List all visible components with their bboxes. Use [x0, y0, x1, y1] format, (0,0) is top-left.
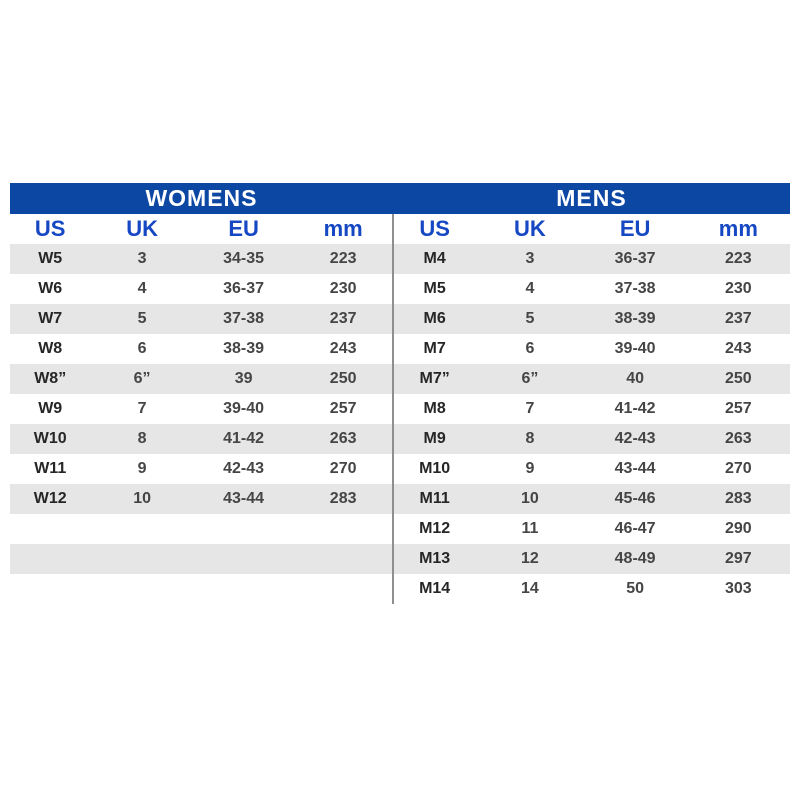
table-row	[10, 364, 790, 394]
cell-uk: 5	[525, 310, 535, 327]
cell-uk: 9	[525, 460, 535, 477]
cell-mm: 263	[329, 430, 357, 447]
cell-eu: 45-46	[614, 490, 656, 507]
cell-eu: 42-43	[223, 460, 265, 477]
womens-col-mm: mm	[323, 216, 363, 241]
table-row	[10, 574, 790, 604]
cell-us: M4	[423, 250, 446, 267]
cell-eu: 50	[626, 580, 645, 597]
cell-eu: 34-35	[223, 250, 265, 267]
cell-mm: 257	[724, 400, 752, 417]
mens-row-cells	[393, 544, 790, 574]
cell-uk: 6”	[521, 370, 539, 387]
table-row	[10, 544, 790, 574]
cell-uk: 10	[521, 490, 539, 507]
mens-row-cells	[393, 574, 790, 604]
mens-row-cells	[393, 274, 790, 304]
cell-us: M7”	[419, 370, 450, 387]
womens-row-cells	[10, 574, 393, 604]
cell-us: M14	[419, 580, 451, 597]
table-row	[10, 244, 790, 274]
cell-eu: 40	[626, 370, 645, 387]
cell-uk: 7	[525, 400, 535, 417]
mens-row-cells	[393, 364, 790, 394]
table-row	[10, 334, 790, 364]
cell-uk: 14	[521, 580, 539, 597]
cell-mm: 303	[724, 580, 752, 597]
womens-row-cells	[10, 304, 393, 334]
section-divider-line	[392, 214, 394, 604]
table-row	[10, 484, 790, 514]
cell-uk: 3	[137, 250, 147, 267]
cell-uk: 4	[525, 280, 535, 297]
cell-mm: 257	[329, 400, 357, 417]
cell-uk: 8	[137, 430, 147, 447]
cell-mm: 237	[329, 310, 357, 327]
cell-us: W9	[38, 400, 63, 417]
cell-us: W12	[33, 490, 67, 507]
cell-uk: 11	[521, 520, 539, 537]
cell-us: M7	[423, 340, 446, 357]
cell-mm: 223	[724, 250, 752, 267]
cell-us: W10	[33, 430, 67, 447]
womens-col-eu: EU	[228, 216, 259, 241]
womens-row-cells	[10, 484, 393, 514]
cell-us: M6	[423, 310, 446, 327]
cell-us: M8	[423, 400, 446, 417]
table-body	[10, 244, 790, 604]
womens-row-cells	[10, 244, 393, 274]
cell-uk: 12	[521, 550, 539, 567]
cell-us: M12	[419, 520, 451, 537]
cell-eu: 43-44	[223, 490, 265, 507]
mens-row-cells	[393, 454, 790, 484]
womens-row-cells	[10, 274, 393, 304]
cell-uk: 9	[137, 460, 147, 477]
mens-row-cells	[393, 244, 790, 274]
cell-mm: 223	[329, 250, 357, 267]
womens-row-cells	[10, 424, 393, 454]
cell-mm: 270	[724, 460, 752, 477]
mens-row-cells	[393, 304, 790, 334]
cell-eu: 43-44	[614, 460, 656, 477]
cell-uk: 5	[137, 310, 147, 327]
cell-us: M13	[419, 550, 451, 567]
mens-row-cells	[393, 514, 790, 544]
mens-row-cells	[393, 424, 790, 454]
cell-mm: 263	[724, 430, 752, 447]
cell-uk: 6	[525, 340, 535, 357]
cell-mm: 243	[724, 340, 752, 357]
cell-uk: 4	[137, 280, 147, 297]
cell-eu: 36-37	[614, 250, 656, 267]
womens-column-headers	[10, 214, 393, 244]
cell-eu: 38-39	[614, 310, 656, 327]
mens-row-cells	[393, 334, 790, 364]
mens-row-cells	[393, 484, 790, 514]
cell-mm: 230	[724, 280, 752, 297]
womens-row-cells	[10, 514, 393, 544]
table-row	[10, 454, 790, 484]
cell-mm: 270	[329, 460, 357, 477]
cell-us: W6	[38, 280, 63, 297]
cell-mm: 230	[329, 280, 357, 297]
cell-us: M10	[419, 460, 451, 477]
cell-mm: 290	[724, 520, 752, 537]
column-header-row	[10, 214, 790, 244]
mens-col-us: US	[419, 216, 450, 241]
cell-mm: 250	[329, 370, 357, 387]
womens-row-cells	[10, 334, 393, 364]
cell-eu: 41-42	[614, 400, 656, 417]
cell-uk: 10	[133, 490, 152, 507]
womens-row-cells	[10, 454, 393, 484]
cell-uk: 6”	[133, 370, 151, 387]
cell-eu: 36-37	[223, 280, 265, 297]
cell-us: M5	[423, 280, 446, 297]
cell-eu: 37-38	[223, 310, 265, 327]
mens-row-cells	[393, 394, 790, 424]
cell-mm: 243	[329, 340, 357, 357]
cell-us: W5	[38, 250, 63, 267]
cell-eu: 42-43	[614, 430, 656, 447]
cell-uk: 3	[525, 250, 535, 267]
womens-col-uk: UK	[126, 216, 158, 241]
table-row	[10, 424, 790, 454]
cell-mm: 283	[724, 490, 752, 507]
cell-uk: 6	[137, 340, 147, 357]
mens-col-mm: mm	[718, 216, 758, 241]
cell-uk: 7	[137, 400, 147, 417]
mens-column-headers	[393, 214, 790, 244]
size-conversion-table	[10, 183, 790, 604]
cell-us: W8	[38, 340, 63, 357]
cell-us: W7	[38, 310, 63, 327]
womens-row-cells	[10, 544, 393, 574]
table-row	[10, 274, 790, 304]
cell-mm: 297	[724, 550, 752, 567]
womens-col-us: US	[34, 216, 66, 241]
mens-col-eu: EU	[619, 216, 651, 241]
cell-eu: 37-38	[614, 280, 656, 297]
cell-mm: 283	[329, 490, 357, 507]
table-banner	[10, 183, 790, 214]
cell-us: W8”	[34, 370, 67, 387]
womens-row-cells	[10, 394, 393, 424]
cell-eu: 39	[234, 370, 253, 387]
cell-mm: 237	[724, 310, 752, 327]
table-row	[10, 514, 790, 544]
mens-col-uk: UK	[514, 216, 546, 241]
mens-section-title: MENS	[556, 185, 627, 211]
table-row	[10, 304, 790, 334]
table-row	[10, 394, 790, 424]
cell-eu: 41-42	[223, 430, 265, 447]
womens-row-cells	[10, 364, 393, 394]
womens-section-title: WOMENS	[145, 185, 258, 211]
cell-mm: 250	[724, 370, 752, 387]
cell-us: M9	[423, 430, 446, 447]
cell-us: W11	[34, 460, 67, 477]
cell-us: M11	[419, 490, 450, 507]
cell-eu: 46-47	[614, 520, 656, 537]
cell-uk: 8	[525, 430, 535, 447]
cell-eu: 39-40	[614, 340, 656, 357]
cell-eu: 48-49	[614, 550, 656, 567]
cell-eu: 38-39	[223, 340, 265, 357]
cell-eu: 39-40	[223, 400, 265, 417]
